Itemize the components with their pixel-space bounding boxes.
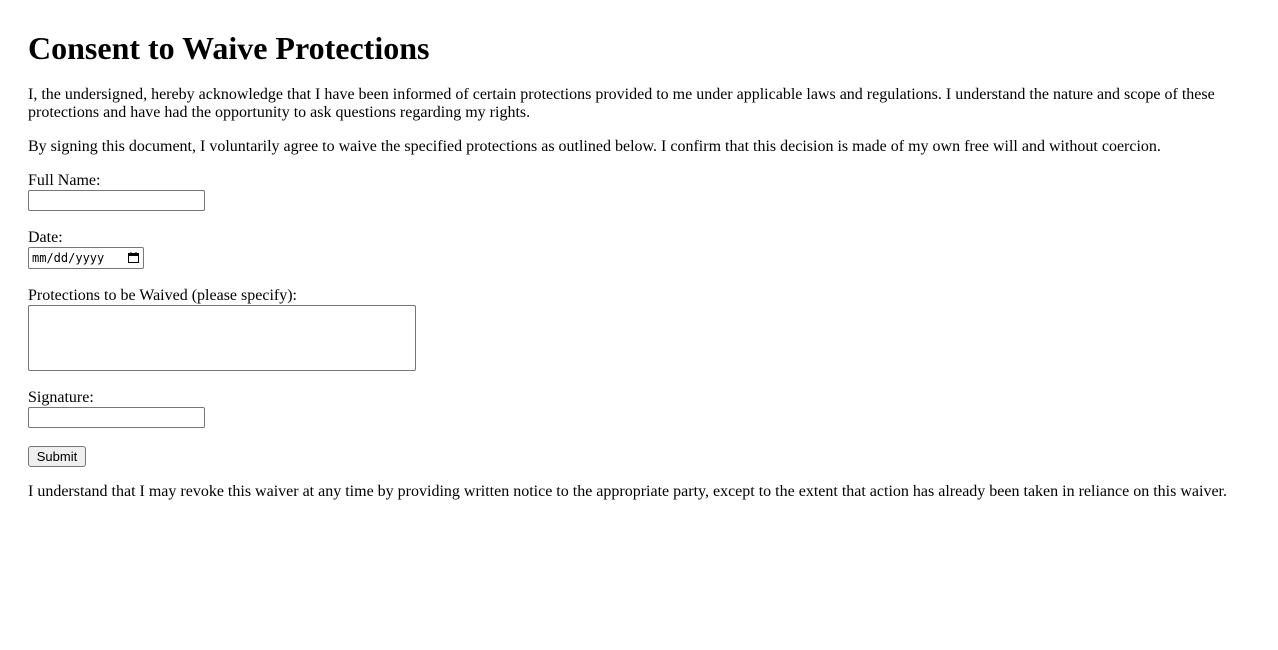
protections-textarea[interactable] bbox=[28, 305, 416, 371]
full-name-label: Full Name: bbox=[28, 172, 101, 189]
calendar-icon[interactable] bbox=[128, 252, 139, 263]
protections-label: Protections to be Waived (please specify): bbox=[28, 287, 297, 304]
date-input[interactable] bbox=[28, 247, 144, 269]
date-label: Date: bbox=[28, 229, 63, 246]
intro-paragraph: I, the undersigned, hereby acknowledge that I have been informed of certain protections provided to me under applicable laws and regulations. I understand the nature and scope of these protections and have had the opportunity to ask questions regarding my rights. bbox=[28, 86, 1215, 121]
date-placeholder: mm/dd/yyyy bbox=[32, 251, 105, 265]
agreement-paragraph: By signing this document, I voluntarily agree to waive the specified protections as outlined below. I confirm that this decision is made of my own free will and without coercion. bbox=[28, 138, 1161, 155]
page-title: Consent to Waive Protections bbox=[28, 30, 430, 66]
signature-input[interactable] bbox=[28, 407, 205, 428]
revocation-paragraph: I understand that I may revoke this waiver at any time by providing written notice to the appropriate party, except to the extent that action has already been taken in reliance on this waiver. bbox=[28, 483, 1227, 500]
full-name-input[interactable] bbox=[28, 190, 205, 211]
submit-button[interactable]: Submit bbox=[28, 446, 86, 467]
signature-label: Signature: bbox=[28, 389, 94, 406]
